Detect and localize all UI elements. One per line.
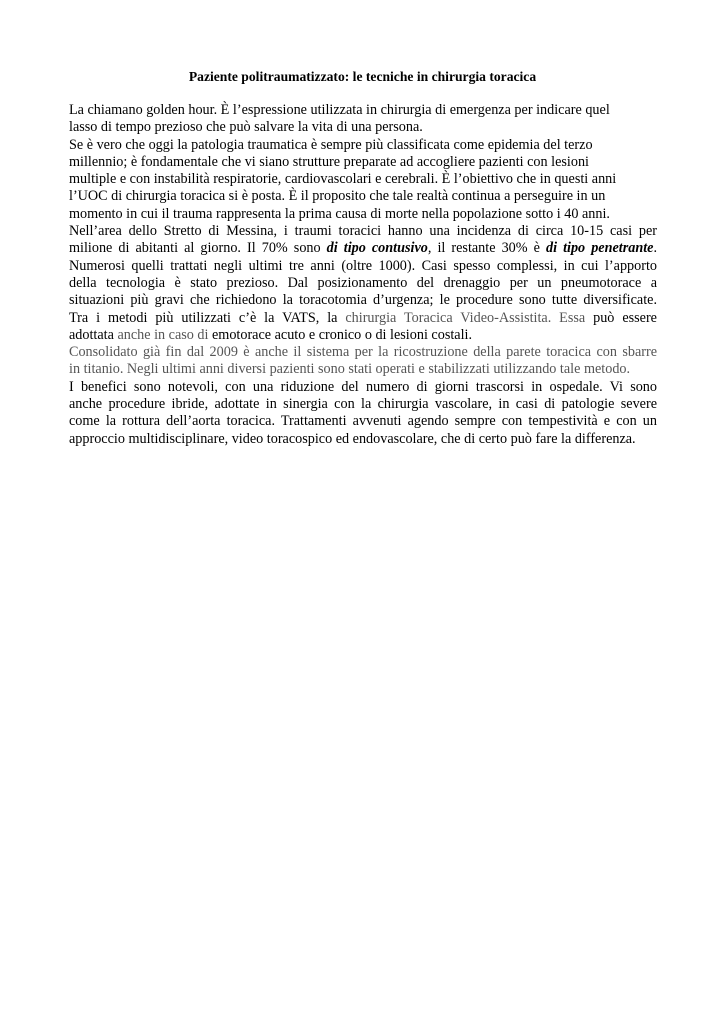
text-line xyxy=(69,361,657,378)
text-line xyxy=(69,310,657,327)
text-segment: approccio multidisciplinare, video toracospico ed endovascolare, che di certo può fare la differenza. xyxy=(69,430,636,447)
text-line xyxy=(69,119,657,136)
text-line xyxy=(69,431,657,448)
text-line xyxy=(69,154,657,171)
text-segment: situazioni più gravi che richiedono la toracotomia d’urgenza; le procedure sono tutte diversificate. xyxy=(69,292,657,309)
text-line xyxy=(69,137,657,154)
text-segment: millennio; è fondamentale che vi siano strutture preparate ad accogliere pazienti con lesioni xyxy=(69,153,589,170)
text-line xyxy=(69,275,657,292)
emphasis-text: di tipo penetrante xyxy=(545,240,654,257)
grey-text: anche in caso di xyxy=(117,326,209,343)
text-segment: può essere xyxy=(585,309,657,326)
text-segment: lasso di tempo prezioso che può salvare la vita di una persona. xyxy=(69,119,423,136)
text-line xyxy=(69,396,657,413)
text-line xyxy=(69,206,657,223)
text-line xyxy=(69,292,657,309)
text-line xyxy=(69,379,657,396)
text-line xyxy=(69,258,657,275)
text-segment: della tecnologia è stato prezioso. Dal posizionamento del drenaggio per un pneumotorace a xyxy=(69,274,657,291)
text-line xyxy=(69,240,657,257)
text-segment: , il restante 30% è xyxy=(427,240,546,257)
text-line xyxy=(69,413,657,430)
grey-text: Consolidato già fin dal 2009 è anche il sistema per la ricostruzione della parete toracica con sbarre xyxy=(69,344,657,361)
text-segment: I benefici sono notevoli, con una riduzione del numero di giorni trascorsi in ospedale. Vi sono xyxy=(69,378,657,395)
text-segment: Se è vero che oggi la patologia traumatica è sempre più classificata come epidemia del terzo xyxy=(69,136,593,153)
text-segment: milione di abitanti al giorno. Il 70% sono xyxy=(69,240,327,257)
text-segment: come la rottura dell’aorta toracica. Trattamenti avvenuti agendo sempre con tempestività e con un xyxy=(69,413,657,430)
text-line xyxy=(69,188,657,205)
document-body xyxy=(69,102,657,448)
text-segment: La chiamano golden hour. È l’espressione utilizzata in chirurgia di emergenza per indicare quel xyxy=(69,102,610,118)
text-line xyxy=(69,327,657,344)
text-line xyxy=(69,344,657,361)
document-title: Paziente politraumatizzato: le tecniche in chirurgia toracica xyxy=(188,69,537,84)
text-segment: anche procedure ibride, adottate in sinergia con la chirurgia vascolare, in casi di patologie severe xyxy=(69,396,657,413)
text-line xyxy=(69,171,657,188)
emphasis-text: di tipo contusivo xyxy=(326,240,428,257)
text-segment: Numerosi quelli trattati negli ultimi tre anni (oltre 1000). Casi spesso complessi, in cui l’apporto xyxy=(69,257,657,274)
grey-text: chirurgia Toracica Video-Assistita. Essa xyxy=(345,309,586,326)
text-segment: Tra i metodi più utilizzati c’è la VATS, la xyxy=(69,309,346,326)
text-segment: adottata xyxy=(69,326,118,343)
grey-text: in titanio. Negli ultimi anni diversi pazienti sono stati operati e stabilizzati utilizzando tale metodo. xyxy=(69,361,631,378)
text-line xyxy=(69,223,657,240)
text-segment: Nell’area dello Stretto di Messina, i traumi toracici hanno una incidenza di circa 10-15 casi per xyxy=(69,223,657,240)
text-segment: l’UOC di chirurgia toracica si è posta. È il proposito che tale realtà continua a perseguire in un xyxy=(69,188,606,205)
text-segment: emotorace acuto e cronico o di lesioni costali. xyxy=(208,326,473,343)
text-line xyxy=(69,102,657,119)
text-segment: . xyxy=(653,240,658,257)
text-segment: momento in cui il trauma rappresenta la prima causa di morte nella popolazione sotto i 40 anni. xyxy=(69,205,610,222)
text-segment: multiple e con instabilità respiratorie, cardiovascolari e cerebrali. È l’obiettivo che in questi anni xyxy=(69,171,617,188)
